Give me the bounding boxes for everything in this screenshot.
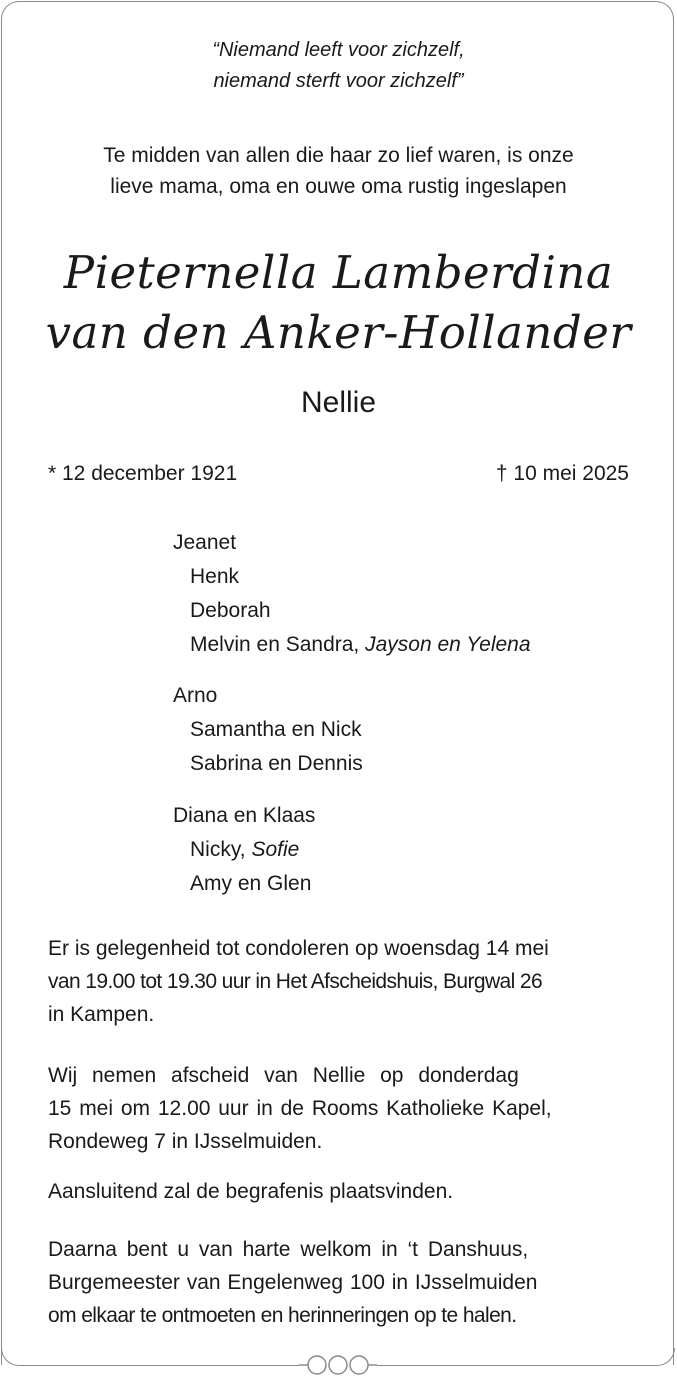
family-group-1 <box>173 526 531 662</box>
family-member: Sabrina en Dennis <box>190 752 363 775</box>
family-member-text: Melvin en Sandra, <box>190 633 366 656</box>
family-member-italic: Jayson en Yelena <box>365 633 531 656</box>
family-member: Samantha en Nick <box>190 718 362 741</box>
nickname: Nellie <box>300 386 377 419</box>
farewell-line-1: Wij nemen afscheid van Nellie op donderdag <box>48 1064 519 1087</box>
family-member <box>173 833 315 867</box>
reception-line-3: om elkaar te ontmoeten en herinneringen op te halen. <box>48 1304 517 1327</box>
family-head: Arno <box>173 684 218 707</box>
name-line-2: van den Anker-Hollander <box>45 306 632 359</box>
reception-line-2: Burgemeester van Engelenweg 100 in IJsselmuiden <box>48 1271 538 1294</box>
family-member: Henk <box>190 565 240 588</box>
farewell-line-2: 15 mei om 12.00 uur in de Rooms Katholieke Kapel, <box>48 1097 552 1120</box>
family-member: Deborah <box>190 599 271 622</box>
condolence-line-1: Er is gelegenheid tot condoleren op woensdag 14 mei <box>48 937 549 960</box>
family-member <box>173 628 531 662</box>
reception-line-1: Daarna bent u van harte welkom in ‘t Danshuus, <box>48 1238 529 1261</box>
reception-paragraph <box>48 1233 630 1332</box>
condolence-line-3: in Kampen. <box>48 1003 155 1026</box>
burial-text: Aansluitend zal de begrafenis plaatsvinden. <box>48 1180 454 1203</box>
quote-line-1: “Niemand leeft voor zichzelf, <box>212 39 465 61</box>
family-group-3 <box>173 799 315 901</box>
farewell-line-3: Rondeweg 7 in IJsselmuiden. <box>48 1130 323 1153</box>
deceased-name <box>0 243 677 363</box>
family-group-2 <box>173 679 363 781</box>
intro-line-2: lieve mama, oma en ouwe oma rustig ingeslapen <box>110 175 567 198</box>
family-member-italic: Sofie <box>251 838 300 861</box>
family-head: Diana en Klaas <box>173 804 316 827</box>
family-head: Jeanet <box>173 531 237 554</box>
farewell-paragraph <box>48 1059 630 1158</box>
quote-line-2: niemand sterft voor zichzelf” <box>213 70 464 92</box>
quote <box>0 35 677 97</box>
birth-date: * 12 december 1921 <box>48 462 238 485</box>
condolence-line-2: van 19.00 tot 19.30 uur in Het Afscheidshuis, Burgwal 26 <box>48 970 543 993</box>
condolence-paragraph <box>48 932 630 1031</box>
family-member: Amy en Glen <box>190 872 312 895</box>
name-line-1: Pieternella Lamberdina <box>63 246 614 299</box>
family-member-text: Nicky, <box>190 838 252 861</box>
ornament-icon <box>299 1355 377 1377</box>
death-date: † 10 mei 2025 <box>495 462 629 485</box>
intro-line-1: Te midden van allen die haar zo lief waren, is onze <box>103 144 574 167</box>
intro-text <box>0 140 677 202</box>
